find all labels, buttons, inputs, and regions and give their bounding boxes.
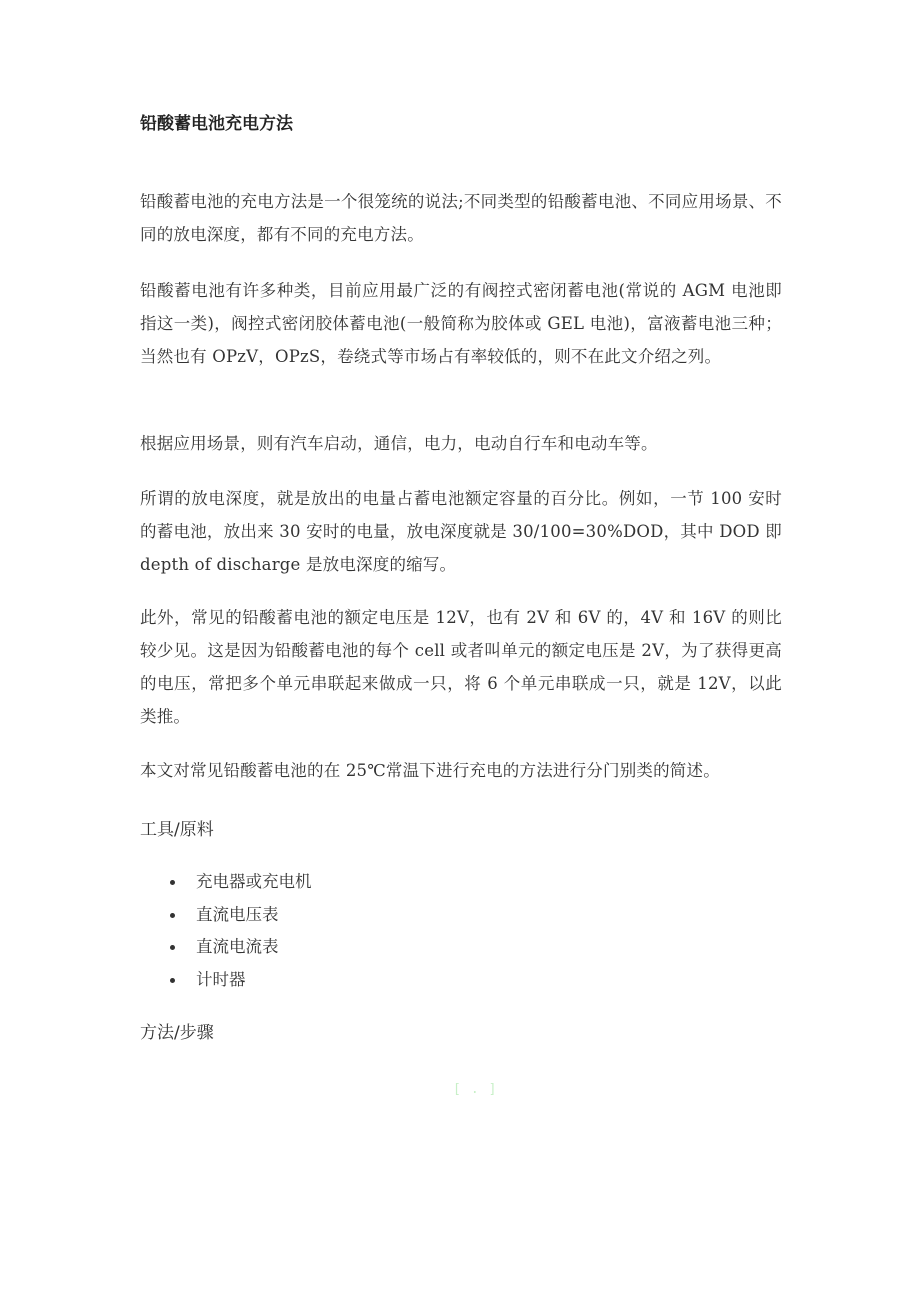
- paragraph-intro: 铅酸蓄电池的充电方法是一个很笼统的说法;不同类型的铅酸蓄电池、不同应用场景、不同的放电深度，都有不同的充电方法。: [140, 192, 782, 244]
- paragraph-scope: 本文对常见铅酸蓄电池的在 25℃常温下进行充电的方法进行分门别类的简述。: [140, 761, 720, 780]
- page-marker: [.]: [453, 1082, 507, 1097]
- paragraph-battery-types: 铅酸蓄电池有许多种类，目前应用最广泛的有阀控式密闭蓄电池(常说的 AGM 电池即指这一类)，阀控式密闭胶体蓄电池(一般简称为胶体或 GEL 电池)，富液蓄电池三种；当然也有 OPzV，OPzS，卷绕式等市场占有率较低的，则不在此文介绍之列。: [140, 281, 782, 366]
- tools-heading: 工具/原料: [140, 820, 214, 840]
- tool-label: 计时器: [196, 969, 246, 989]
- bullet-icon: [170, 913, 175, 918]
- steps-heading: 方法/步骤: [140, 1023, 214, 1043]
- list-item: [140, 931, 312, 964]
- tool-label: 直流电压表: [196, 904, 279, 924]
- bullet-icon: [170, 978, 175, 983]
- paragraph-application-scenarios: 根据应用场景，则有汽车启动，通信，电力，电动自行车和电动车等。: [140, 434, 658, 453]
- tools-list: [140, 866, 312, 996]
- bullet-icon: [170, 880, 175, 885]
- tool-label: 充电器或充电机: [196, 872, 312, 891]
- bullet-icon: [170, 945, 175, 950]
- list-item: [140, 899, 312, 932]
- tool-label: 直流电流表: [196, 937, 279, 956]
- paragraph-depth-of-discharge: 所谓的放电深度，就是放出的电量占蓄电池额定容量的百分比。例如，一节 100 安时的蓄电池，放出来 30 安时的电量，放电深度就是 30/100=30%DOD，其中 DOD 即 depth of discharge 是放电深度的缩写。: [140, 489, 782, 574]
- paragraph-rated-voltage: 此外，常见的铅酸蓄电池的额定电压是 12V，也有 2V 和 6V 的，4V 和 16V 的则比较少见。这是因为铅酸蓄电池的每个 cell 或者叫单元的额定电压是 2V，为了获得更高的电压，常把多个单元串联起来做成一只，将 6 个单元串联成一只，就是 12V，以此类推。: [140, 608, 782, 726]
- document-title: 铅酸蓄电池充电方法: [140, 114, 293, 134]
- list-item: [140, 866, 312, 899]
- list-item: [140, 964, 312, 997]
